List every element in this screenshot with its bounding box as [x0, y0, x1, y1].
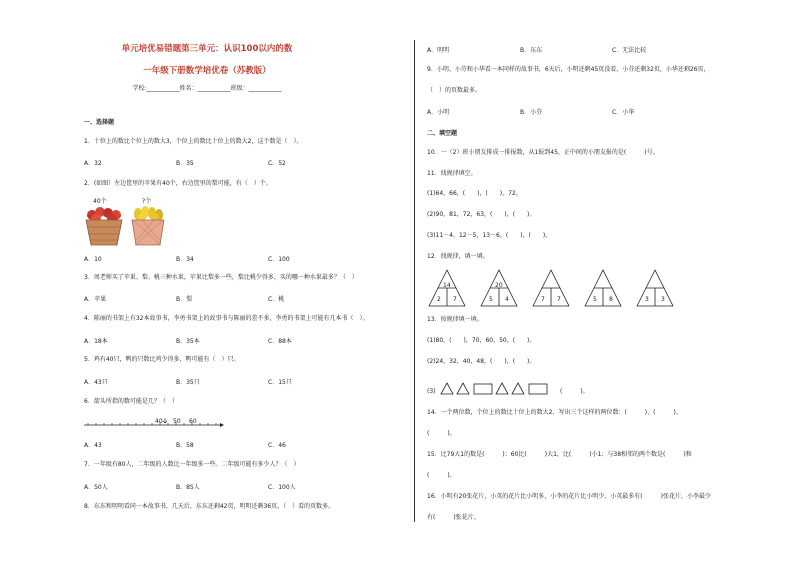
question-9: 9．小明、小芬和小华看一本同样的故事书，6天后，小明还剩45页没看，小芬还剩32页，小华还剩26页， [427, 66, 710, 73]
number-line-tick-60: 60 [189, 418, 197, 425]
triangle-5-left: 3 [645, 296, 649, 303]
q2-option-c[interactable]: C．100 [268, 256, 290, 263]
question-16-line-2: 有( )张花片。 [427, 514, 480, 521]
q1-option-c[interactable]: C．52 [268, 160, 286, 167]
q6-option-c[interactable]: C．46 [268, 442, 286, 449]
q3-option-c[interactable]: C．桃 [268, 296, 285, 303]
q3-option-b[interactable]: B．梨 [176, 296, 193, 303]
q13-line-1: (1)80，( )，70，60，50，( )。 [427, 337, 536, 344]
apple-basket-image [84, 205, 124, 247]
question-7: 7．一年级有80人，二年级的人数比一年级多一些。二年级可能有多少人？（ ） [84, 461, 300, 468]
q8-option-b[interactable]: B．东东 [520, 47, 543, 54]
q9-option-c[interactable]: C．小华 [612, 109, 635, 116]
number-line [84, 418, 224, 428]
triangle-4-right: 8 [609, 296, 613, 303]
q4-option-a[interactable]: A．18本 [84, 338, 108, 345]
q7-option-b[interactable]: B．85人 [176, 484, 200, 491]
question-14-line-2: ( )。 [427, 430, 456, 437]
triangle-2-top: 20 [495, 282, 503, 289]
student-info-line: 学校:___________姓名：___________班级：___________ [132, 85, 282, 92]
q11-line-3: (3)11－4，12－5，13－6，( )，( )。 [427, 232, 552, 239]
question-8: 8．东东和明明看同一本故事书，几天后，东东还剩42页，明明还剩36页，（ ）看的页数多。 [84, 503, 335, 510]
q7-option-a[interactable]: A．50人 [84, 484, 108, 491]
question-10: 10．一（2）班小朋友排成一排报数，从1报到45，正中间的小朋友报的是( )号。 [427, 149, 659, 156]
q7-option-c[interactable]: C．100人 [268, 484, 296, 491]
column-divider [414, 40, 415, 522]
shape-pattern [440, 381, 556, 395]
q5-option-b[interactable]: B．35只 [176, 379, 200, 386]
page-subtitle: 一年级下册数学培优卷（苏教版） [143, 66, 271, 76]
question-15-line-2: ( )。 [427, 472, 456, 479]
q1-option-a[interactable]: A．32 [84, 160, 102, 167]
q13-shape-blank: ( )。 [560, 388, 589, 395]
question-16: 16．小明有20张花片，小英的花片比小明多，小李的花片比小明少，小英最多有( )张花片，小李最少 [427, 493, 711, 500]
q3-option-a[interactable]: A．苹果 [84, 296, 107, 303]
section-fill-heading: 二、填空题 [427, 130, 458, 137]
triangle-3-right: 7 [557, 296, 561, 303]
question-3: 3．周老师买了苹果、梨、桃三种水果，苹果比梨多一些，梨比桃少得多，买的哪一种水果最多？（ ） [84, 274, 358, 281]
triangle-2-left: 5 [489, 296, 493, 303]
q2-option-b[interactable]: B．34 [176, 256, 194, 263]
q2-option-a[interactable]: A．10 [84, 256, 102, 263]
q4-option-c[interactable]: C．88本 [268, 338, 292, 345]
triangle-4-left: 5 [593, 296, 597, 303]
q5-option-a[interactable]: A．43只 [84, 379, 108, 386]
pear-basket-label: ?个 [142, 198, 152, 205]
question-13: 13．按规律填一填。 [427, 316, 483, 323]
question-2: 2．(如图）左边筐里的苹果有40个，右边筐里的梨可能，有（ ）个。 [84, 180, 272, 187]
q8-option-c[interactable]: C．无法比较 [612, 47, 647, 54]
question-12: 12．找规律，填一填。 [427, 253, 489, 260]
question-15: 15．比79大1的数是( )；60比( )大1，比( )小1；与38相邻的两个数是( )和 [427, 451, 692, 458]
triangle-1-left: 2 [437, 296, 441, 303]
triangle-5-right: 3 [661, 296, 665, 303]
section-choice-heading: 一、选择题 [84, 119, 115, 126]
q6-option-b[interactable]: B．58 [176, 442, 194, 449]
triangle-2-right: 4 [505, 296, 509, 303]
q9-option-a[interactable]: A．小明 [427, 109, 450, 116]
question-4: 4．陈丽的书架上有32本故事书，李勇书架上的故事书与陈丽的差不多，李勇的书架上可能有几本书（ ）。 [84, 315, 369, 322]
q11-line-2: (2)90，81，72，63，( )，( )。 [427, 211, 536, 218]
question-11: 11．找规律填空。 [427, 170, 477, 177]
question-5: 5．鸡有40只，鸭的只数比鸡少得多，鸭可能有（ ）只。 [84, 356, 240, 363]
q6-option-a[interactable]: A．43 [84, 442, 102, 449]
q13-line-2: (2)24，32，40，48，( )，( )。 [427, 358, 536, 365]
triangle-1-top: 14 [443, 282, 451, 289]
q5-option-c[interactable]: C．15只 [268, 379, 292, 386]
number-line-tick-50: 50 [173, 418, 181, 425]
apple-basket-label: 40个 [93, 198, 107, 205]
question-14: 14．一个两位数，个位上的数比十位上的数大2，写出三个这样的两位数：( )、( )、 [427, 409, 682, 416]
page-title: 单元培优易错题第三单元：认识100以内的数 [121, 44, 293, 54]
pear-basket-image [130, 205, 166, 247]
q1-option-b[interactable]: B．35 [176, 160, 194, 167]
q4-option-b[interactable]: B．35本 [176, 338, 200, 345]
q8-option-a[interactable]: A．明明 [427, 47, 450, 54]
question-1: 1．十位上的数比个位上的数大3，个位上的数比十位上的数大2，这个数是（ ）。 [84, 138, 303, 145]
q13-shape-label: (3) [427, 388, 436, 395]
q11-line-1: (1)64，66，( )，( )，72。 [427, 190, 522, 197]
question-6: 6．箭头所指的数可能是几？（ ） [84, 398, 178, 405]
triangle-1-right: 7 [453, 296, 457, 303]
triangle-3-left: 7 [541, 296, 545, 303]
number-line-tick-40: 40 [155, 418, 163, 425]
q9-option-b[interactable]: B．小芬 [520, 109, 543, 116]
question-9-line-2: （ ）的页数最多。 [427, 87, 482, 94]
